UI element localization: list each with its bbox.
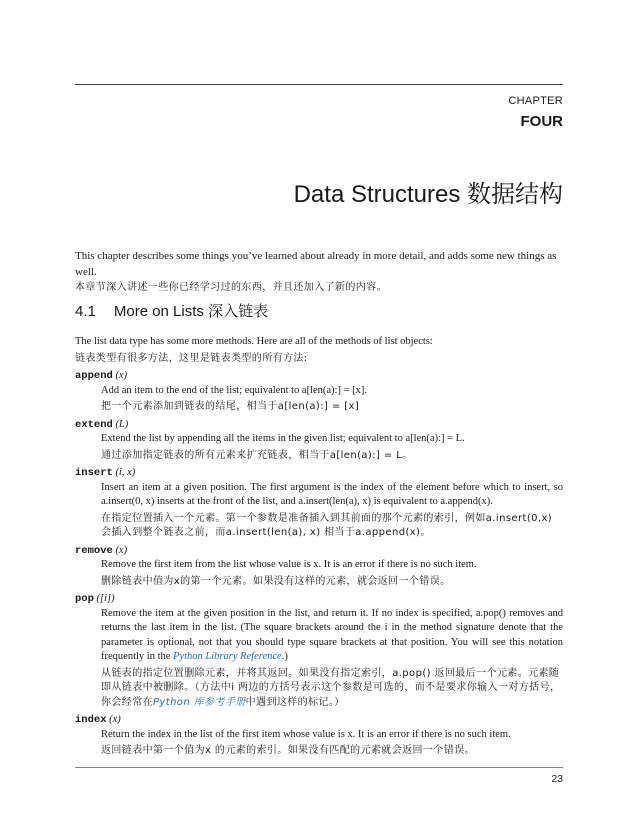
section-intro-en: The list data type has some more methods. Here are all of the methods of list objects: <box>75 336 433 347</box>
method-append-description <box>101 384 563 415</box>
method-extend-en: Extend the list by appending all the items in the given list; equivalent to a[len(a):] = L. <box>101 433 465 444</box>
method-append-zh: 把一个元素添加到链表的结尾，相当于a[len(a):] = [x] <box>101 401 360 412</box>
method-index-zh: 返回链表中第一个值为x 的元素的索引。如果没有匹配的元素就会返回一个错误。 <box>101 745 475 756</box>
method-insert-signature: insert (i, x) <box>75 467 136 479</box>
section-number: 4.1 <box>75 303 96 320</box>
method-append-signature: append (x) <box>75 370 128 382</box>
method-insert-zh: 在指定位置插入一个元素。第一个参数是准备插入到其前面的那个元素的索引，例如a.insert(0,x) 会插入到整个链表之前，而a.insert(len(a), x) 相当于a.append(x)。 <box>101 512 553 538</box>
method-index-signature: index (x) <box>75 714 121 726</box>
method-pop-en: Remove the item at the given position in the list, and return it. If no index is specified, a.pop() removes and returns the last item in the list. (The square brackets around the i in the method signature denote that the parameter is optional, not that you should type square brackets at that position. You will see this notation frequently in the Python Library Reference.) <box>101 607 563 662</box>
python-library-reference-link[interactable]: Python Library Reference <box>173 651 282 662</box>
chapter-number: FOUR <box>520 113 563 130</box>
method-extend-signature: extend (L) <box>75 418 129 431</box>
method-remove-zh: 删除链表中值为x的第一个元素。如果没有这样的元素，就会返回一个错误。 <box>101 575 451 587</box>
python-library-reference-link-zh[interactable]: Python 库参考手册 <box>153 696 246 708</box>
section-intro-zh: 链表类型有很多方法，这里是链表类型的所有方法: <box>75 352 308 364</box>
intro <box>75 248 563 296</box>
method-index-en: Return the index in the list of the first item whose value is x. It is an error if there is no such item. <box>101 728 511 740</box>
footer-rule <box>75 767 563 768</box>
method-extend-zh: 通过添加指定链表的所有元素来扩充链表，相当于a[len(a):] = L。 <box>101 449 413 461</box>
header-rule <box>75 84 563 85</box>
method-pop-signature: pop ([i]) <box>75 593 115 605</box>
method-append-en: Add an item to the end of the list; equivalent to a[len(a):] = [x]. <box>101 384 368 396</box>
method-remove-description <box>101 558 563 589</box>
chapter-label: CHAPTER <box>508 95 563 107</box>
section-heading <box>75 300 268 321</box>
page-number: 23 <box>551 773 563 785</box>
method-remove-en: Remove the first item from the list whose value is x. It is an error if there is no such item. <box>101 559 477 570</box>
method-insert-description <box>101 481 563 541</box>
method-index-description <box>101 728 563 759</box>
intro-zh: 本章节深入讲述一些你已经学习过的东西，并且还加入了新的内容。 <box>75 282 387 293</box>
section-title: More on Lists 深入链表 <box>113 303 269 320</box>
method-pop-description <box>101 607 563 711</box>
section-content <box>75 335 563 759</box>
method-extend-description <box>101 432 563 463</box>
method-pop-zh: 从链表的指定位置删除元素，并将其返回。如果没有指定索引，a.pop() 返回最后一个元素。元素随即从链表中被删除。（方法中i 两边的方括号表示这个参数是可选的，而不是要求你输入一对方括号，你会经常在Python 库参考手册中遇到这样的标记。） <box>101 667 561 708</box>
chapter-title: Data Structures 数据结构 <box>293 181 563 208</box>
intro-en: This chapter describes some things you’ve learned about already in more detail, and adds some new things as well. <box>75 250 557 278</box>
method-remove-signature: remove (x) <box>75 544 128 557</box>
method-insert-en: Insert an item at a given position. The first argument is the index of the element before which to insert, so a.insert(0, x) inserts at the front of the list, and a.insert(len(a), x) is equivalent to a.append(x). <box>101 481 563 507</box>
